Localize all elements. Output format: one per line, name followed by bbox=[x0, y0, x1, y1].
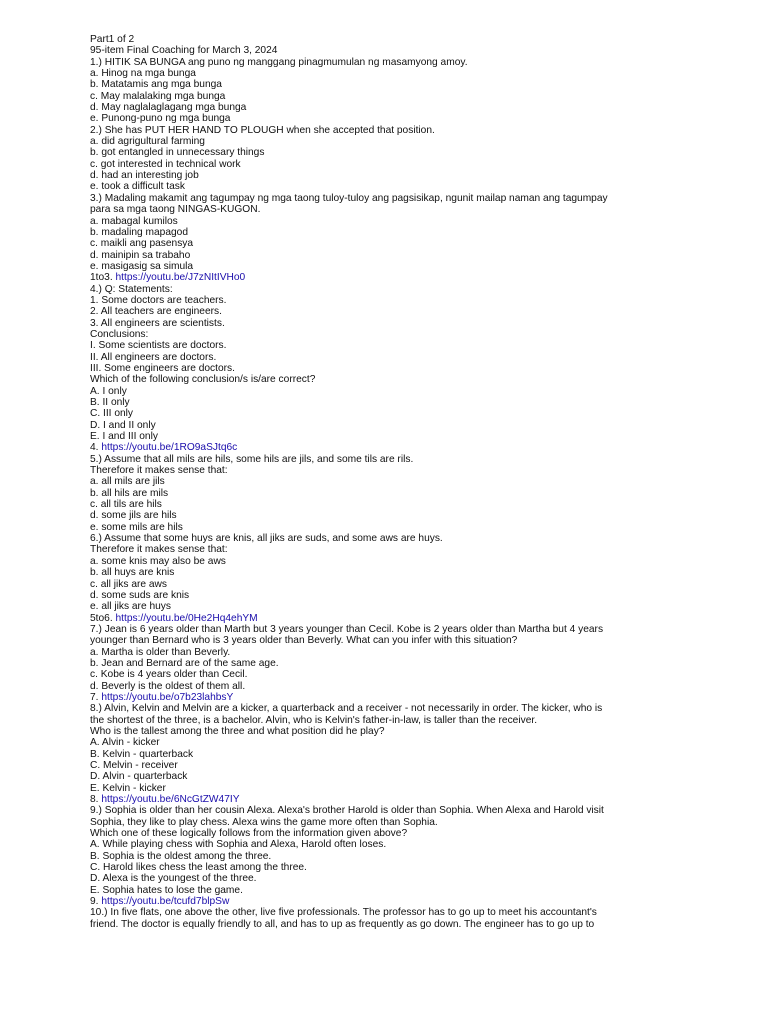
line-text: c. Kobe is 4 years older than Cecil. bbox=[90, 669, 248, 681]
document-line bbox=[90, 703, 690, 714]
line-text: A. While playing chess with Sophia and Alexa, Harold often loses. bbox=[90, 839, 387, 851]
line-text: Which of the following conclusion/s is/are correct? bbox=[90, 374, 316, 386]
line-text: 95-item Final Coaching for March 3, 2024 bbox=[90, 45, 278, 57]
line-text: 1to3. bbox=[90, 272, 116, 284]
document-line bbox=[90, 647, 690, 658]
line-text: C. Harold likes chess the least among the three. bbox=[90, 862, 307, 874]
document-line bbox=[90, 329, 690, 340]
document-line bbox=[90, 635, 690, 646]
document-line bbox=[90, 147, 690, 158]
line-text: c. all tils are hils bbox=[90, 499, 162, 511]
line-text: Who is the tallest among the three and what position did he play? bbox=[90, 725, 385, 737]
document-line bbox=[90, 181, 690, 192]
line-text: Conclusions: bbox=[90, 328, 149, 340]
line-text: e. masigasig sa simula bbox=[90, 260, 194, 272]
line-text: c. all jiks are aws bbox=[90, 578, 167, 590]
document-line bbox=[90, 907, 690, 918]
document-page bbox=[90, 34, 690, 930]
document-line bbox=[90, 919, 690, 930]
line-text: 2. All teachers are engineers. bbox=[90, 306, 222, 318]
document-line bbox=[90, 125, 690, 136]
line-text: c. got interested in technical work bbox=[90, 158, 241, 170]
line-text: Therefore it makes sense that: bbox=[90, 465, 228, 477]
document-line bbox=[90, 408, 690, 419]
document-line bbox=[90, 839, 690, 850]
line-text: younger than Bernard who is 3 years older than Beverly. What can you infer with this situation? bbox=[90, 635, 518, 647]
document-line bbox=[90, 250, 690, 261]
document-line bbox=[90, 556, 690, 567]
line-text: d. some jils are hils bbox=[90, 510, 177, 522]
document-line bbox=[90, 397, 690, 408]
line-text: Which one of these logically follows from the information given above? bbox=[90, 828, 408, 840]
line-text: b. got entangled in unnecessary things bbox=[90, 147, 265, 159]
document-line bbox=[90, 238, 690, 249]
document-line bbox=[90, 681, 690, 692]
line-text: 7. bbox=[90, 691, 102, 703]
document-line bbox=[90, 34, 690, 45]
line-text: 3.) Madaling makamit ang tagumpay ng mga taong tuloy-tuloy ang pagsisikap, ngunit mailap naman ang tagumpay bbox=[90, 192, 608, 204]
document-line bbox=[90, 113, 690, 124]
document-line bbox=[90, 159, 690, 170]
line-text: a. some knis may also be aws bbox=[90, 555, 226, 567]
line-text: para sa mga taong NINGAS-KUGON. bbox=[90, 204, 261, 216]
line-text: b. all huys are knis bbox=[90, 567, 175, 579]
document-line bbox=[90, 352, 690, 363]
line-text: A. I only bbox=[90, 385, 127, 397]
document-line bbox=[90, 261, 690, 272]
document-line bbox=[90, 91, 690, 102]
line-text: B. II only bbox=[90, 397, 130, 408]
line-text: D. Alexa is the youngest of the three. bbox=[90, 873, 257, 885]
line-text: 5to6. bbox=[90, 612, 116, 624]
line-text: 3. All engineers are scientists. bbox=[90, 317, 225, 329]
document-line bbox=[90, 873, 690, 884]
document-line bbox=[90, 828, 690, 839]
document-line bbox=[90, 136, 690, 147]
document-line bbox=[90, 340, 690, 351]
document-line bbox=[90, 442, 690, 453]
line-text: B. Kelvin - quarterback bbox=[90, 748, 194, 760]
document-line bbox=[90, 284, 690, 295]
line-text: E. Kelvin - kicker bbox=[90, 782, 166, 794]
line-text: the shortest of the three, is a bachelor. Alvin, who is Kelvin's father-in-law, is taller than the receiver. bbox=[90, 714, 538, 726]
line-text: 9. bbox=[90, 896, 102, 908]
document-line bbox=[90, 272, 690, 283]
line-text: 5.) Assume that all mils are hils, some hils are jils, and some tils are rils. bbox=[90, 453, 414, 465]
document-line bbox=[90, 318, 690, 329]
document-line bbox=[90, 669, 690, 680]
document-line bbox=[90, 454, 690, 465]
line-text: 9.) Sophia is older than her cousin Alexa. Alexa's brother Harold is older than Sophia. When Alexa and Harold visit bbox=[90, 805, 604, 817]
line-text: 4.) Q: Statements: bbox=[90, 283, 173, 295]
line-text: 8.) Alvin, Kelvin and Melvin are a kicker, a quarterback and a receiver - not necessarily in order. The kicker, who is bbox=[90, 703, 603, 715]
document-line bbox=[90, 57, 690, 68]
document-line bbox=[90, 204, 690, 215]
line-text: C. Melvin - receiver bbox=[90, 760, 178, 771]
document-line bbox=[90, 476, 690, 487]
line-text: 2.) She has PUT HER HAND TO PLOUGH when she accepted that position. bbox=[90, 124, 435, 136]
document-line bbox=[90, 374, 690, 385]
document-line bbox=[90, 771, 690, 782]
line-text: 1. Some doctors are teachers. bbox=[90, 294, 227, 306]
line-text: Part1 of 2 bbox=[90, 34, 135, 45]
line-text: I. Some scientists are doctors. bbox=[90, 340, 227, 352]
document-line bbox=[90, 601, 690, 612]
document-line bbox=[90, 783, 690, 794]
line-text: a. all mils are jils bbox=[90, 476, 165, 488]
document-line bbox=[90, 363, 690, 374]
document-line bbox=[90, 760, 690, 771]
line-text: b. Jean and Bernard are of the same age. bbox=[90, 657, 279, 669]
video-link[interactable]: https://youtu.be/0He2Hq4ehYM bbox=[115, 612, 258, 624]
video-link[interactable]: https://youtu.be/o7b23lahbsY bbox=[101, 691, 234, 703]
document-line bbox=[90, 79, 690, 90]
video-link[interactable]: https://youtu.be/6NcGtZW47IY bbox=[101, 794, 240, 806]
line-text: Therefore it makes sense that: bbox=[90, 544, 228, 556]
line-text: e. Punong-puno ng mga bunga bbox=[90, 113, 231, 125]
line-text: b. Matatamis ang mga bunga bbox=[90, 79, 222, 91]
document-line bbox=[90, 794, 690, 805]
line-text: 6.) Assume that some huys are knis, all jiks are suds, and some aws are huys. bbox=[90, 533, 443, 545]
document-line bbox=[90, 499, 690, 510]
document-line bbox=[90, 715, 690, 726]
line-text: d. Beverly is the oldest of them all. bbox=[90, 680, 246, 692]
line-text: d. some suds are knis bbox=[90, 589, 190, 601]
document-line bbox=[90, 533, 690, 544]
document-line bbox=[90, 749, 690, 760]
document-line bbox=[90, 45, 690, 56]
line-text: friend. The doctor is equally friendly to all, and has to up as frequently as go down. The engineer has to go up to bbox=[90, 918, 595, 930]
document-line bbox=[90, 522, 690, 533]
document-line bbox=[90, 386, 690, 397]
document-line bbox=[90, 692, 690, 703]
line-text: b. all hils are mils bbox=[90, 487, 169, 499]
line-text: 7.) Jean is 6 years older than Marth but 3 years younger than Cecil. Kobe is 2 years older than Martha but 4 years bbox=[90, 623, 604, 635]
line-text: e. all jiks are huys bbox=[90, 601, 171, 613]
line-text: D. Alvin - quarterback bbox=[90, 771, 188, 783]
line-text: D. I and II only bbox=[90, 419, 156, 431]
line-text: c. May malalaking mga bunga bbox=[90, 90, 226, 102]
video-link[interactable]: https://youtu.be/tcufd7blpSw bbox=[101, 896, 230, 908]
document-line bbox=[90, 885, 690, 896]
document-line bbox=[90, 851, 690, 862]
line-text: d. had an interesting job bbox=[90, 170, 199, 182]
line-text: II. All engineers are doctors. bbox=[90, 351, 217, 363]
document-line bbox=[90, 193, 690, 204]
line-text: C. III only bbox=[90, 408, 134, 420]
document-line bbox=[90, 216, 690, 227]
document-line bbox=[90, 862, 690, 873]
document-line bbox=[90, 227, 690, 238]
line-text: d. mainipin sa trabaho bbox=[90, 249, 191, 261]
line-text: a. Hinog na mga bunga bbox=[90, 68, 196, 80]
document-line bbox=[90, 170, 690, 181]
document-line bbox=[90, 510, 690, 521]
document-line bbox=[90, 624, 690, 635]
line-text: E. Sophia hates to lose the game. bbox=[90, 884, 243, 896]
line-text: 10.) In five flats, one above the other, live five professionals. The professor has to go up to meet his accountant's bbox=[90, 907, 597, 919]
line-text: c. maikli ang pasensya bbox=[90, 238, 194, 250]
document-line bbox=[90, 420, 690, 431]
line-text: a. mabagal kumilos bbox=[90, 215, 178, 227]
line-text: b. madaling mapagod bbox=[90, 226, 188, 238]
line-text: a. did agrigultural farming bbox=[90, 136, 205, 148]
document-line bbox=[90, 805, 690, 816]
line-text: a. Martha is older than Beverly. bbox=[90, 646, 231, 658]
line-text: E. I and III only bbox=[90, 431, 158, 443]
line-text: e. took a difficult task bbox=[90, 181, 185, 193]
document-line bbox=[90, 579, 690, 590]
line-text: 1.) HITIK SA BUNGA ang puno ng manggang pinagmumulan ng masamyong amoy. bbox=[90, 56, 468, 68]
video-link[interactable]: https://youtu.be/1RO9aSJtq6c bbox=[101, 442, 238, 454]
video-link[interactable]: https://youtu.be/J7zNItIVHo0 bbox=[115, 272, 246, 284]
line-text: B. Sophia is the oldest among the three. bbox=[90, 850, 272, 862]
line-text: III. Some engineers are doctors. bbox=[90, 362, 235, 374]
line-text: 4. bbox=[90, 442, 102, 454]
document-line bbox=[90, 817, 690, 828]
document-line bbox=[90, 737, 690, 748]
line-text: e. some mils are hils bbox=[90, 521, 183, 533]
document-line bbox=[90, 726, 690, 737]
document-line bbox=[90, 306, 690, 317]
line-text: d. May naglalaglagang mga bunga bbox=[90, 102, 247, 114]
document-line bbox=[90, 488, 690, 499]
line-text: Sophia, they like to play chess. Alexa wins the game more often than Sophia. bbox=[90, 816, 438, 828]
document-line bbox=[90, 68, 690, 79]
document-line bbox=[90, 590, 690, 601]
document-line bbox=[90, 295, 690, 306]
document-line bbox=[90, 613, 690, 624]
document-line bbox=[90, 102, 690, 113]
document-line bbox=[90, 658, 690, 669]
document-line bbox=[90, 431, 690, 442]
line-text: A. Alvin - kicker bbox=[90, 737, 160, 749]
document-line bbox=[90, 896, 690, 907]
document-line bbox=[90, 567, 690, 578]
document-line bbox=[90, 465, 690, 476]
document-line bbox=[90, 544, 690, 555]
line-text: 8. bbox=[90, 794, 102, 806]
